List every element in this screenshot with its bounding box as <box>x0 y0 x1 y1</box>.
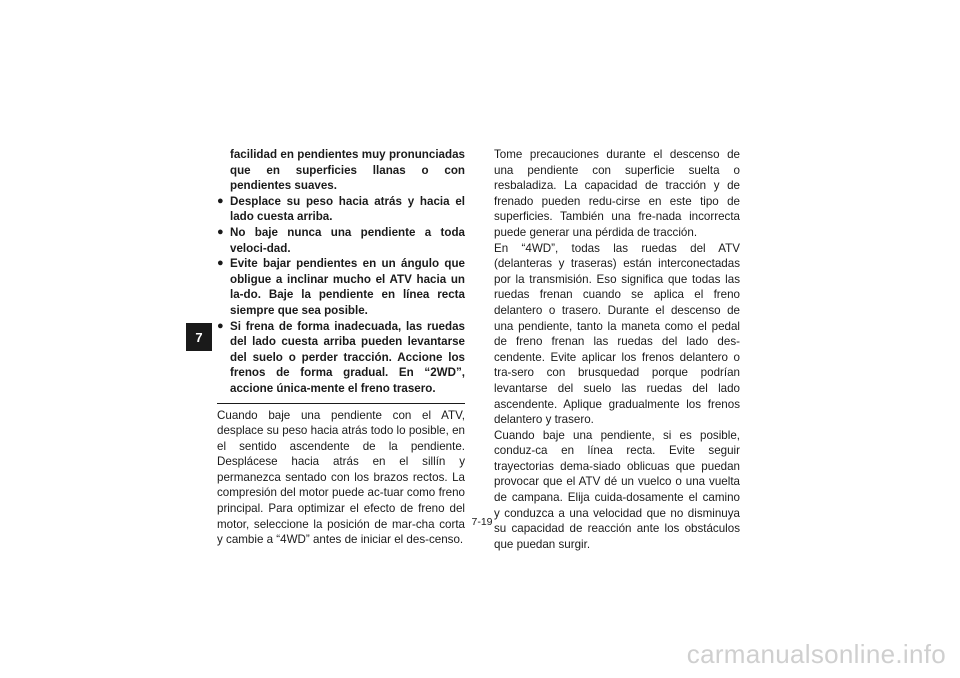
bullet-icon: ● <box>217 194 224 207</box>
warning-divider <box>217 403 465 404</box>
warning-bullet-text: Si frena de forma inadecuada, las ruedas del lado cuesta arriba pueden levantarse del suelo o perder tracción. Accione los frenos de forma gradual. En “2WD”, accione única-mente el freno trasero. <box>230 319 465 395</box>
warning-bullet <box>217 319 465 397</box>
bullet-icon: ● <box>217 225 224 238</box>
bullet-icon: ● <box>217 257 224 270</box>
warning-lead: facilidad en pendientes muy pronunciadas que en superficies llanas o con pendientes suaves. <box>230 148 465 193</box>
left-column <box>217 147 465 548</box>
warning-bullet <box>217 225 465 256</box>
warning-bullet <box>217 194 465 225</box>
warning-bullet-text: No baje nunca una pendiente a toda veloci-dad. <box>230 225 465 255</box>
warning-bullet-text: Desplace su peso hacia atrás y hacia el lado cuesta arriba. <box>230 194 465 224</box>
right-paragraph-2: En “4WD”, todas las ruedas del ATV (delanteras y traseras) están interconectadas por la transmisión. Eso significa que todas las ruedas frenan cuando se aplica el freno delantero o trasero. Durante el descenso de una pendiente, tanto la maneta como el pedal de freno frenan las ruedas del lado des-cendente. Evite aplicar los frenos delantero o tra-sero con brusquedad porque podrían levantarse del suelo las ruedas del lado ascendente. Aplique gradualmente los frenos delantero y trasero. <box>494 241 740 427</box>
warning-bullet <box>217 256 465 318</box>
left-paragraph: Cuando baje una pendiente con el ATV, desplace su peso hacia atrás todo lo posible, en el sentido ascendente de la pendiente. Desplácese hacia atrás en el sillín y permanezca sentado con los brazos rectos. La compresión del motor puede ac-tuar como freno principal. Para optimizar el efecto de freno del motor, seleccione la posición de mar-cha corta y cambie a “4WD” antes de iniciar el des-censo. <box>217 408 465 547</box>
watermark: carmanualsonline.info <box>686 639 946 669</box>
page-number: 7-19 <box>471 516 493 528</box>
right-column <box>494 147 740 552</box>
warning-bullet-text: Evite bajar pendientes en un ángulo que obligue a inclinar mucho el ATV hacia un la-do. Baje la pendiente en línea recta siempre que sea posible. <box>230 257 465 317</box>
right-paragraph-3: Cuando baje una pendiente, si es posible, conduz-ca en línea recta. Evite seguir trayectorias dema-siado oblicuas que puedan provocar que el ATV dé un vuelco o una vuelta de campana. Elija cuida-dosamente el camino y conduzca a una velocidad que no disminuya su capacidad de reacción ante los obstáculos que puedan surgir. <box>494 428 740 551</box>
warning-block <box>217 147 465 397</box>
right-paragraph-1: Tome precauciones durante el descenso de una pendiente con superficie suelta o resbaladiza. La capacidad de tracción y de frenado pueden redu-cirse en este tipo de superficies. También una fre-nada incorrecta puede generar una pérdida de tracción. <box>494 148 740 239</box>
bullet-icon: ● <box>217 319 224 332</box>
chapter-tab: 7 <box>186 323 212 351</box>
